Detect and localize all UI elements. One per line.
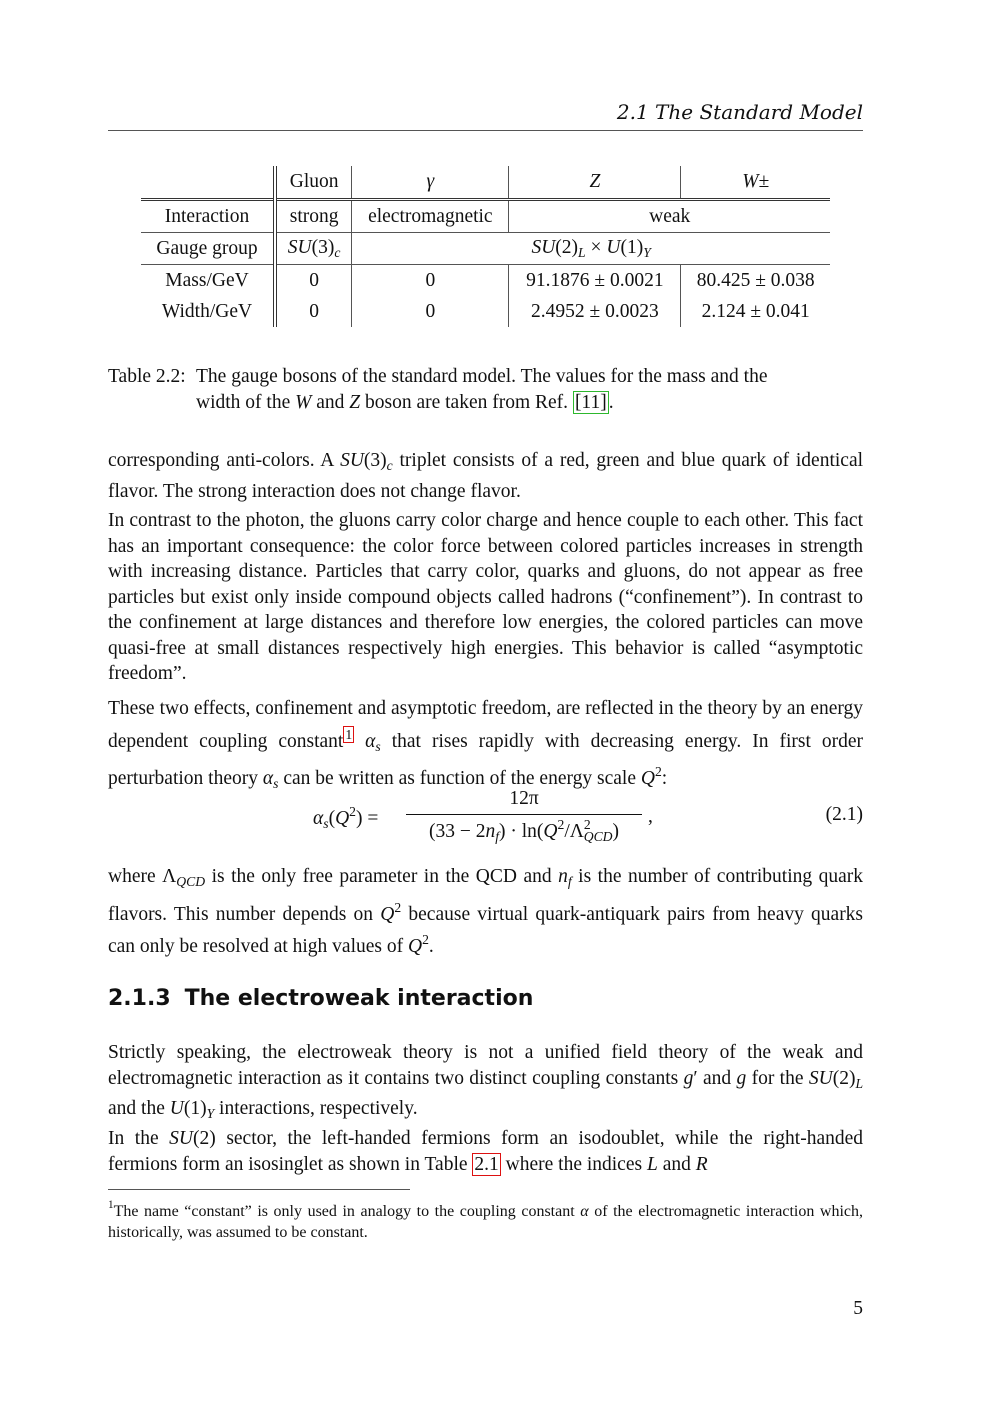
cell-gamma-width: 0 (352, 296, 509, 327)
paragraph-5: Strictly speaking, the electroweak theory is not a unified field theory of the weak and electromagnetic interaction as it contains two distinct coupling constants g′ and g for the $SU(2)_L$ and the $U(1)_Y$ interactions, respectively. (108, 1042, 864, 1121)
cell-z-mass: 91.1876 ± 0.0021 (509, 265, 681, 297)
cell-w-mass: 80.425 ± 0.038 (696, 269, 815, 291)
row-label-gauge-group: Gauge group (141, 233, 275, 265)
paragraph-2 (108, 508, 863, 687)
paragraph-4: where $\Lambda_{QCD}$ is the only free parameter in the QCD and $n_f$ is the number of contributing quark flavors. This number depends on $Q^2$ because virtual quark-antiquark pairs from heavy quarks can only be resolved at high values of $Q^2$. (108, 866, 864, 957)
table-row (141, 296, 830, 327)
footnote-rule (108, 1189, 410, 1190)
section-heading (108, 986, 533, 1011)
cell-w-width: 2.124 ± 0.041 (701, 300, 810, 322)
cell-gluon-mass: 0 (275, 265, 352, 297)
footnote: $^1$The name “constant” is only used in analogy to the coupling constant α of the electromagnetic interaction which, historically, was assumed to be constant. (108, 1199, 864, 1241)
header-gamma: γ (352, 166, 509, 200)
header-gluon: Gluon (275, 166, 352, 200)
cell-weak-interaction: weak (509, 200, 830, 233)
cell-z-width: 2.4952 ± 0.0023 (509, 296, 681, 327)
table-reference-link[interactable]: 2.1 (474, 1153, 499, 1175)
cell-electroweak-gauge-group: $SU(2)_L \times U(1)_Y$ (352, 233, 830, 265)
paragraph-3: These two effects, confinement and asymptotic freedom, are reflected in the theory by an energy dependent coupling constant $^1$ $\alpha_s$ that rises rapidly with decreasing energy. In first order perturbation theory $\alpha_s$ can be written as function of the energy scale $Q^2$: (108, 698, 863, 791)
cell-gluon-gauge-group: $SU(3)_c$ (275, 233, 352, 265)
table-caption (108, 364, 863, 416)
table-corner-cell (141, 166, 275, 200)
cell-gamma-interaction: electromagnetic (352, 200, 509, 233)
caption-text-line1: The gauge bosons of the standard model. The values for the mass and the (196, 366, 768, 387)
section-title-text: The electroweak interaction (184, 986, 534, 1011)
gauge-boson-table (141, 166, 830, 327)
equation-label: (2.1) (825, 804, 863, 825)
row-label-width: Width/GeV (141, 296, 275, 327)
section-number: 2.1.3 (108, 986, 171, 1011)
paragraph-6: In the SU(2) sector, the left-handed fermions form an isodoublet, while the right-handed fermions form an isosinglet as shown in Table 2.1 where the indices L and R (108, 1128, 864, 1175)
table-row (141, 265, 830, 297)
page-number: 5 (853, 1298, 863, 1319)
cell-gluon-width: 0 (275, 296, 352, 327)
equation-fraction (406, 788, 642, 845)
paragraph-2-text: In contrast to the photon, the gluons carry color charge and hence couple to each other. This fact has an important consequence: the color force between colored particles increases in strength with increasing distance. Particles that carry color, quarks and gluons, do not appear as free particles but exist only inside compound objects called hadrons (“confinement”). In contrast to the confinement at large distances and therefore low energies, the colored particles can move quasi-free at small distances respectively high energies. This behavior is called “asymptotic freedom”. (108, 510, 863, 684)
equation-denominator: $(33 - 2n_f) \cdot \ln(Q^2/\Lambda^2_{QCD})$ (428, 817, 620, 844)
table-row (141, 233, 830, 265)
row-label-interaction: Interaction (141, 200, 275, 233)
table-row (141, 200, 830, 233)
footnote-mark: 1 (108, 1199, 114, 1211)
running-head (108, 100, 863, 131)
cell-gluon-interaction: strong (275, 200, 352, 233)
running-head-title: 2.1 The Standard Model (616, 100, 863, 124)
equation-2-1: $\alpha_s(Q^2)$ = 12π $(33 - 2n_f) \cdot \ln(Q^2/\Lambda^2_{QCD})$ , (2.1) (313, 788, 863, 844)
header-w: W± (681, 166, 830, 200)
header-z: Z (509, 166, 681, 200)
caption-line2: width of the W and Z boson are taken from Ref. [11] . (196, 392, 614, 413)
citation-link[interactable]: [11] (574, 392, 607, 413)
equation-numerator: 12π (406, 788, 642, 815)
cell-gamma-mass: 0 (352, 265, 509, 297)
footnote-marker-link[interactable]: 1 (345, 726, 353, 742)
row-label-mass: Mass/GeV (141, 265, 275, 297)
table-header-row (141, 166, 830, 200)
equation-lhs: $\alpha_s(Q^2)$ = (313, 804, 379, 831)
caption-label: Table 2.2: (108, 366, 186, 387)
paragraph-1: corresponding anti-colors. A $SU(3)_c$ triplet consists of a red, green and blue quark of identical flavor. The strong interaction does not change flavor. (108, 450, 864, 502)
